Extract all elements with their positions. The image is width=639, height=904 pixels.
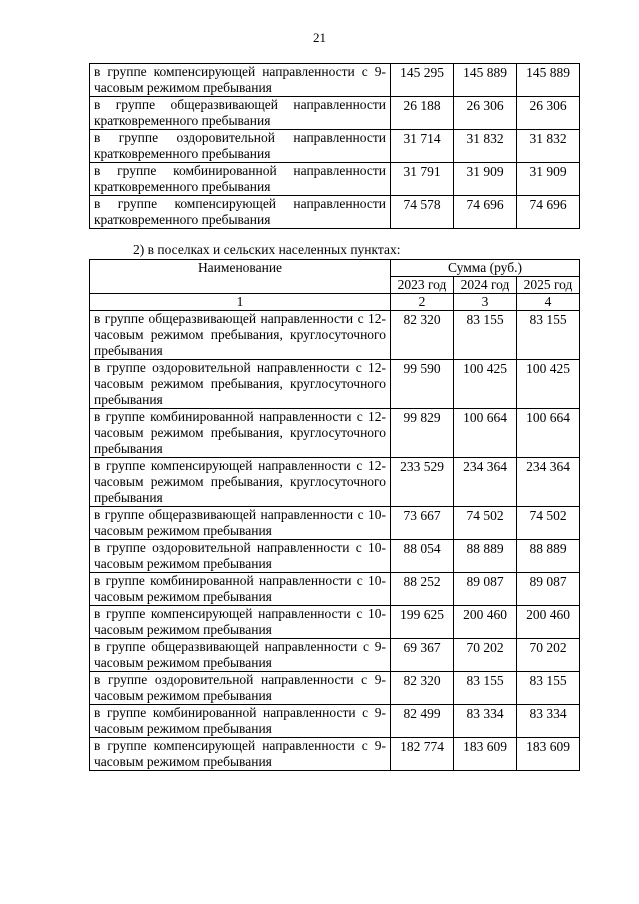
- row-name-cell: в группе компенсирующей направленности с 10-часовым режимом пребывания: [90, 606, 391, 639]
- row-value-2023: 88 054: [391, 540, 454, 573]
- row-name-cell: в группе общеразвивающей направленности с 9-часовым режимом пребывания: [90, 639, 391, 672]
- row-value-2024: 88 889: [454, 540, 517, 573]
- table-row: [90, 360, 580, 409]
- row-value-2025: 31 909: [517, 163, 580, 196]
- row-value-2023: 74 578: [391, 196, 454, 229]
- table-row: [90, 97, 580, 130]
- row-value-2024: 89 087: [454, 573, 517, 606]
- row-value-2024: 100 664: [454, 409, 517, 458]
- table-row: [90, 311, 580, 360]
- header-sum-cell: Сумма (руб.): [391, 260, 580, 277]
- row-value-2023: 82 320: [391, 311, 454, 360]
- bottom-table: [89, 259, 580, 771]
- table-row: [90, 705, 580, 738]
- col-number-1: 1: [90, 294, 391, 311]
- row-value-2025: 26 306: [517, 97, 580, 130]
- header-name-cell: Наименование: [90, 260, 391, 294]
- row-value-2025: 200 460: [517, 606, 580, 639]
- col-number-3: 3: [454, 294, 517, 311]
- row-value-2025: 183 609: [517, 738, 580, 771]
- row-value-2025: 88 889: [517, 540, 580, 573]
- top-table-body: [90, 64, 580, 229]
- page-number: 21: [313, 30, 326, 45]
- row-name-cell: в группе оздоровительной направленности с 9-часовым режимом пребывания: [90, 672, 391, 705]
- table-header: [90, 260, 580, 311]
- row-value-2024: 31 832: [454, 130, 517, 163]
- row-value-2025: 234 364: [517, 458, 580, 507]
- row-name-cell: в группе оздоровительной направленности кратковременного пребывания: [90, 130, 391, 163]
- row-value-2025: 100 425: [517, 360, 580, 409]
- row-name-cell: в группе комбинированной направленности с 10-часовым режимом пребывания: [90, 573, 391, 606]
- row-value-2023: 88 252: [391, 573, 454, 606]
- row-name-cell: в группе комбинированной направленности с 12-часовым режимом пребывания, круглосуточного пребывания: [90, 409, 391, 458]
- row-name-cell: в группе компенсирующей направленности с 9-часовым режимом пребывания: [90, 64, 391, 97]
- header-row-labels: [90, 260, 580, 277]
- table-row: [90, 196, 580, 229]
- row-name-cell: в группе оздоровительной направленности с 10-часовым режимом пребывания: [90, 540, 391, 573]
- row-value-2024: 31 909: [454, 163, 517, 196]
- section-title: 2) в поселках и сельских населенных пунктах:: [133, 242, 401, 257]
- row-value-2023: 82 320: [391, 672, 454, 705]
- row-value-2024: 83 155: [454, 672, 517, 705]
- table-row: [90, 738, 580, 771]
- row-name-cell: в группе комбинированной направленности кратковременного пребывания: [90, 163, 391, 196]
- table-row: [90, 64, 580, 97]
- row-value-2024: 100 425: [454, 360, 517, 409]
- row-value-2025: 100 664: [517, 409, 580, 458]
- row-value-2024: 200 460: [454, 606, 517, 639]
- row-value-2025: 31 832: [517, 130, 580, 163]
- row-value-2024: 83 155: [454, 311, 517, 360]
- row-value-2023: 99 590: [391, 360, 454, 409]
- top-table: [89, 63, 580, 229]
- row-name-cell: в группе компенсирующей направленности кратковременного пребывания: [90, 196, 391, 229]
- row-value-2023: 233 529: [391, 458, 454, 507]
- row-value-2025: 74 502: [517, 507, 580, 540]
- row-value-2023: 73 667: [391, 507, 454, 540]
- row-value-2023: 69 367: [391, 639, 454, 672]
- row-value-2024: 26 306: [454, 97, 517, 130]
- row-value-2023: 182 774: [391, 738, 454, 771]
- row-name-cell: в группе оздоровительной направленности с 12-часовым режимом пребывания, круглосуточного пребывания: [90, 360, 391, 409]
- table-row: [90, 639, 580, 672]
- row-value-2023: 26 188: [391, 97, 454, 130]
- col-number-4: 4: [517, 294, 580, 311]
- row-value-2024: 145 889: [454, 64, 517, 97]
- row-value-2024: 70 202: [454, 639, 517, 672]
- row-name-cell: в группе общеразвивающей направленности с 10-часовым режимом пребывания: [90, 507, 391, 540]
- table-row: [90, 458, 580, 507]
- row-name-cell: в группе компенсирующей направленности с 12-часовым режимом пребывания, круглосуточного пребывания: [90, 458, 391, 507]
- row-value-2025: 83 334: [517, 705, 580, 738]
- row-value-2023: 82 499: [391, 705, 454, 738]
- table-row: [90, 507, 580, 540]
- row-value-2023: 31 714: [391, 130, 454, 163]
- row-value-2024: 74 696: [454, 196, 517, 229]
- table-row: [90, 540, 580, 573]
- table-row: [90, 163, 580, 196]
- bottom-table-body: [90, 311, 580, 771]
- row-value-2024: 83 334: [454, 705, 517, 738]
- row-value-2024: 234 364: [454, 458, 517, 507]
- row-name-cell: в группе общеразвивающей направленности с 12-часовым режимом пребывания, круглосуточного пребывания: [90, 311, 391, 360]
- header-year-2024: 2024 год: [454, 277, 517, 294]
- col-number-2: 2: [391, 294, 454, 311]
- row-value-2025: 145 889: [517, 64, 580, 97]
- row-value-2023: 145 295: [391, 64, 454, 97]
- table-row: [90, 606, 580, 639]
- row-value-2025: 83 155: [517, 672, 580, 705]
- row-value-2025: 70 202: [517, 639, 580, 672]
- header-row-col-numbers: [90, 294, 580, 311]
- header-year-2023: 2023 год: [391, 277, 454, 294]
- table-row: [90, 573, 580, 606]
- row-value-2025: 74 696: [517, 196, 580, 229]
- table-row: [90, 409, 580, 458]
- table-row: [90, 130, 580, 163]
- row-name-cell: в группе комбинированной направленности с 9-часовым режимом пребывания: [90, 705, 391, 738]
- table-row: [90, 672, 580, 705]
- row-value-2025: 83 155: [517, 311, 580, 360]
- row-name-cell: в группе компенсирующей направленности с 9-часовым режимом пребывания: [90, 738, 391, 771]
- row-value-2023: 199 625: [391, 606, 454, 639]
- row-name-cell: в группе общеразвивающей направленности кратковременного пребывания: [90, 97, 391, 130]
- row-value-2023: 99 829: [391, 409, 454, 458]
- row-value-2025: 89 087: [517, 573, 580, 606]
- header-year-2025: 2025 год: [517, 277, 580, 294]
- row-value-2023: 31 791: [391, 163, 454, 196]
- row-value-2024: 183 609: [454, 738, 517, 771]
- row-value-2024: 74 502: [454, 507, 517, 540]
